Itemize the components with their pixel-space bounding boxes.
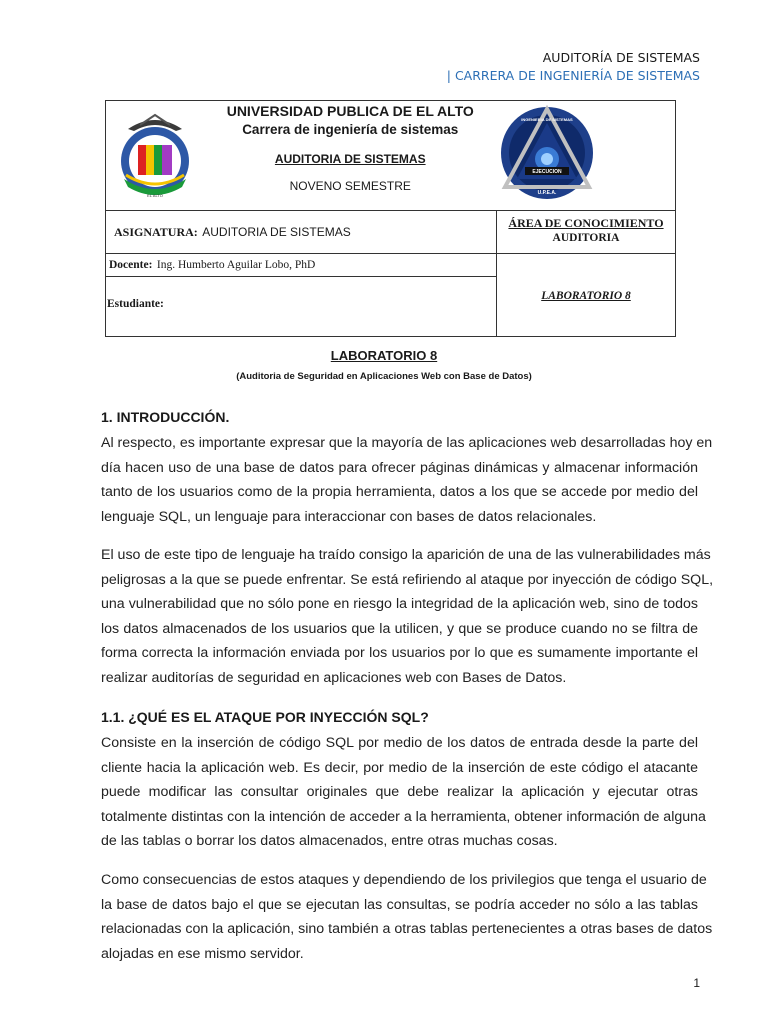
paragraph-line: la base de datos bajo el que se ejecutan las consultas, se podría acceder no sólo a las tablas	[101, 896, 698, 913]
svg-text:INGENIERIA DE SISTEMAS: INGENIERIA DE SISTEMAS	[520, 117, 573, 122]
teacher-value: Ing. Humberto Aguilar Lobo, PhD	[156, 259, 316, 271]
section-1-1-heading: 1.1. ¿QUÉ ES EL ATAQUE POR INYECCIÓN SQL?	[101, 709, 429, 725]
svg-text:EL ALTO: EL ALTO	[147, 193, 163, 198]
lab-cell	[497, 254, 676, 337]
cover-table	[105, 100, 676, 337]
paragraph-line: una vulnerabilidad que no sólo pone en riesgo la integridad de la aplicación web, sino de todos	[101, 596, 698, 613]
paragraph-2	[101, 543, 714, 691]
paragraph-line: día hacen uso de una base de datos para ofrecer páginas dinámicas y almacenar información	[101, 459, 698, 476]
section-1-heading: 1. INTRODUCCIÓN.	[101, 409, 230, 425]
paragraph-line: realizar auditorías de seguridad en aplicaciones web con Bases de Datos.	[101, 669, 567, 686]
paragraph-1	[101, 431, 713, 529]
paragraph-line: forma correcta la información enviada por los usuarios por lo que es sumamente importante el	[101, 645, 698, 662]
lab-label: LABORATORIO 8	[541, 290, 631, 302]
left-logo-cell	[106, 101, 205, 211]
teacher-row	[106, 254, 496, 277]
area-label: ÁREA DE CONOCIMIENTO	[508, 216, 664, 230]
header-title: AUDITORÍA DE SISTEMAS	[542, 50, 700, 65]
header-bar: |	[446, 68, 451, 83]
document-title: LABORATORIO 8	[330, 348, 438, 363]
document-subtitle: (Auditoria de Seguridad en Aplicaciones Web con Base de Datos)	[236, 371, 532, 382]
course-name: AUDITORIA DE SISTEMAS	[274, 152, 426, 166]
paragraph-line: lenguaje SQL, un lenguaje para interaccionar con bases de datos relacionales.	[101, 508, 597, 525]
university-name: UNIVERSIDAD PUBLICA DE EL ALTO	[226, 103, 474, 119]
subject-label: ASIGNATURA:	[114, 225, 198, 239]
student-label: Estudiante:	[107, 298, 164, 310]
paragraph-line: Al respecto, es importante expresar que la mayoría de las aplicaciones web desarrolladas hoy en	[101, 435, 713, 451]
people-cell	[106, 254, 497, 337]
paragraph-line: Consiste en la inserción de código SQL por medio de los datos de entrada desde la parte del	[101, 735, 698, 751]
paragraph-line: cliente hacia la aplicación web. Es decir, por medio de la inserción de este código el atacante	[101, 759, 698, 776]
paragraph-line: totalmente distintas con la intención de acceder a la herramienta, obtener información de alguna	[101, 808, 706, 825]
page-number: 1	[693, 976, 700, 990]
teacher-label: Docente:	[109, 259, 153, 271]
paragraph-line: Como consecuencias de estos ataques y dependiendo de los privilegios que tenga el usuario de	[101, 872, 707, 888]
engineering-seal-icon	[497, 101, 595, 205]
area-cell	[497, 211, 676, 254]
title-cell	[204, 101, 497, 211]
paragraph-line: El uso de este tipo de lenguaje ha traído consigo la aparición de una de las vulnerabilidades más	[101, 547, 711, 563]
paragraph-line: peligrosas a la que se puede enfrentar. Se está refiriendo al ataque por inyección de código SQL,	[101, 571, 714, 588]
area-value: AUDITORIA	[552, 232, 620, 244]
svg-text:U.P.E.A.: U.P.E.A.	[537, 190, 556, 196]
header-subtitle	[447, 68, 700, 83]
svg-text:EJECUCION: EJECUCION	[531, 169, 562, 175]
semester: NOVENO SEMESTRE	[289, 179, 411, 193]
subject-cell	[106, 211, 497, 254]
right-logo-cell	[497, 101, 676, 211]
paragraph-line: tanto de los usuarios como de la propia herramienta, datos a los que se accede por medio del	[101, 484, 698, 501]
header-career: CARRERA DE INGENIERÍA DE SISTEMAS	[454, 68, 700, 83]
paragraph-3	[101, 731, 706, 854]
paragraph-line: de las tablas o borrar los datos almacenados, entre otras muchas cosas.	[101, 833, 558, 850]
paragraph-line: los datos almacenados de los usuarios que la utilicen, y que se produce cuando no se filtra de	[101, 620, 698, 637]
paragraph-line: alojadas en ese mismo servidor.	[101, 945, 304, 962]
paragraph-line: puede modificar las consultar originales que debe realizar la aplicación y ejecutar otras	[101, 784, 698, 801]
career-name: Carrera de ingeniería de sistemas	[242, 122, 459, 137]
paragraph-line: relacionadas con la aplicación, sino también a otras tablas pertenecientes a otras bases de datos	[101, 921, 713, 938]
paragraph-4	[101, 868, 713, 966]
university-seal-icon	[106, 101, 204, 205]
subject-value: AUDITORIA DE SISTEMAS	[202, 225, 351, 239]
